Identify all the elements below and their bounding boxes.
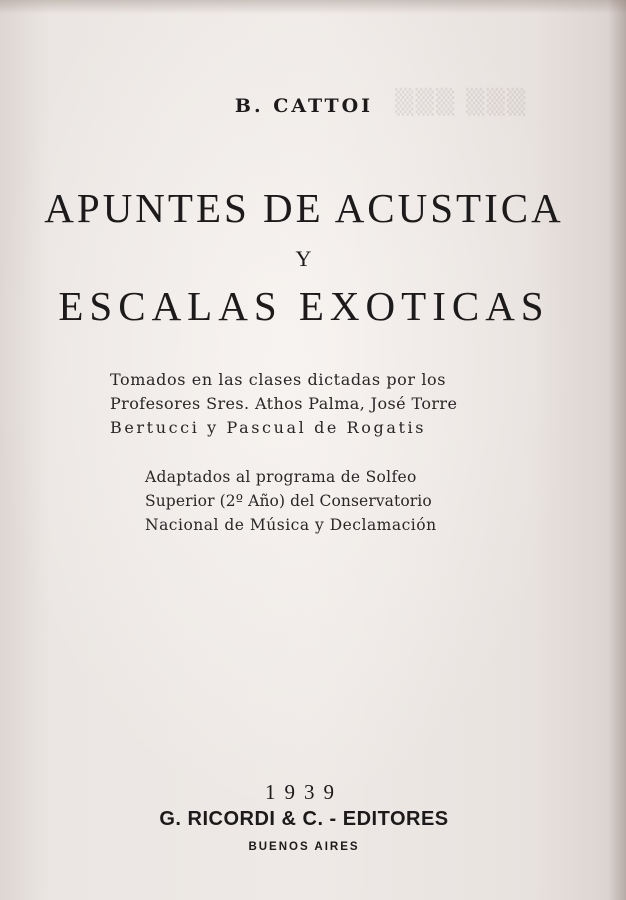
title-conjunction: Y bbox=[295, 246, 313, 271]
bleed-through-text: ▒▒▒ ▒▒▒ bbox=[395, 88, 528, 116]
page-top-shadow bbox=[0, 0, 626, 14]
adaptation-line: Adaptados al programa de Solfeo bbox=[145, 468, 417, 486]
credits-line: Tomados en las clases dictadas por los bbox=[110, 370, 447, 389]
publication-year: 1939 bbox=[265, 780, 343, 804]
publisher-name: G. RICORDI & C. - EDITORES bbox=[159, 808, 449, 830]
author-name: B. CATTOI bbox=[234, 95, 374, 117]
title-line-1: APUNTES DE ACUSTICA bbox=[44, 185, 564, 231]
title-line-2: ESCALAS EXOTICAS bbox=[58, 283, 550, 329]
credits-line: Profesores Sres. Athos Palma, José Torre bbox=[110, 394, 458, 413]
adaptation-paragraph bbox=[145, 465, 475, 537]
adaptation-line: Superior (2º Año) del Conservatorio bbox=[145, 492, 432, 510]
adaptation-line: Nacional de Música y Declamación bbox=[145, 516, 437, 534]
page-edge-shadow bbox=[608, 0, 626, 900]
credits-paragraph bbox=[110, 368, 500, 440]
publication-city: BUENOS AIRES bbox=[248, 841, 360, 853]
credits-line: Bertucci y Pascual de Rogatis bbox=[110, 418, 427, 437]
